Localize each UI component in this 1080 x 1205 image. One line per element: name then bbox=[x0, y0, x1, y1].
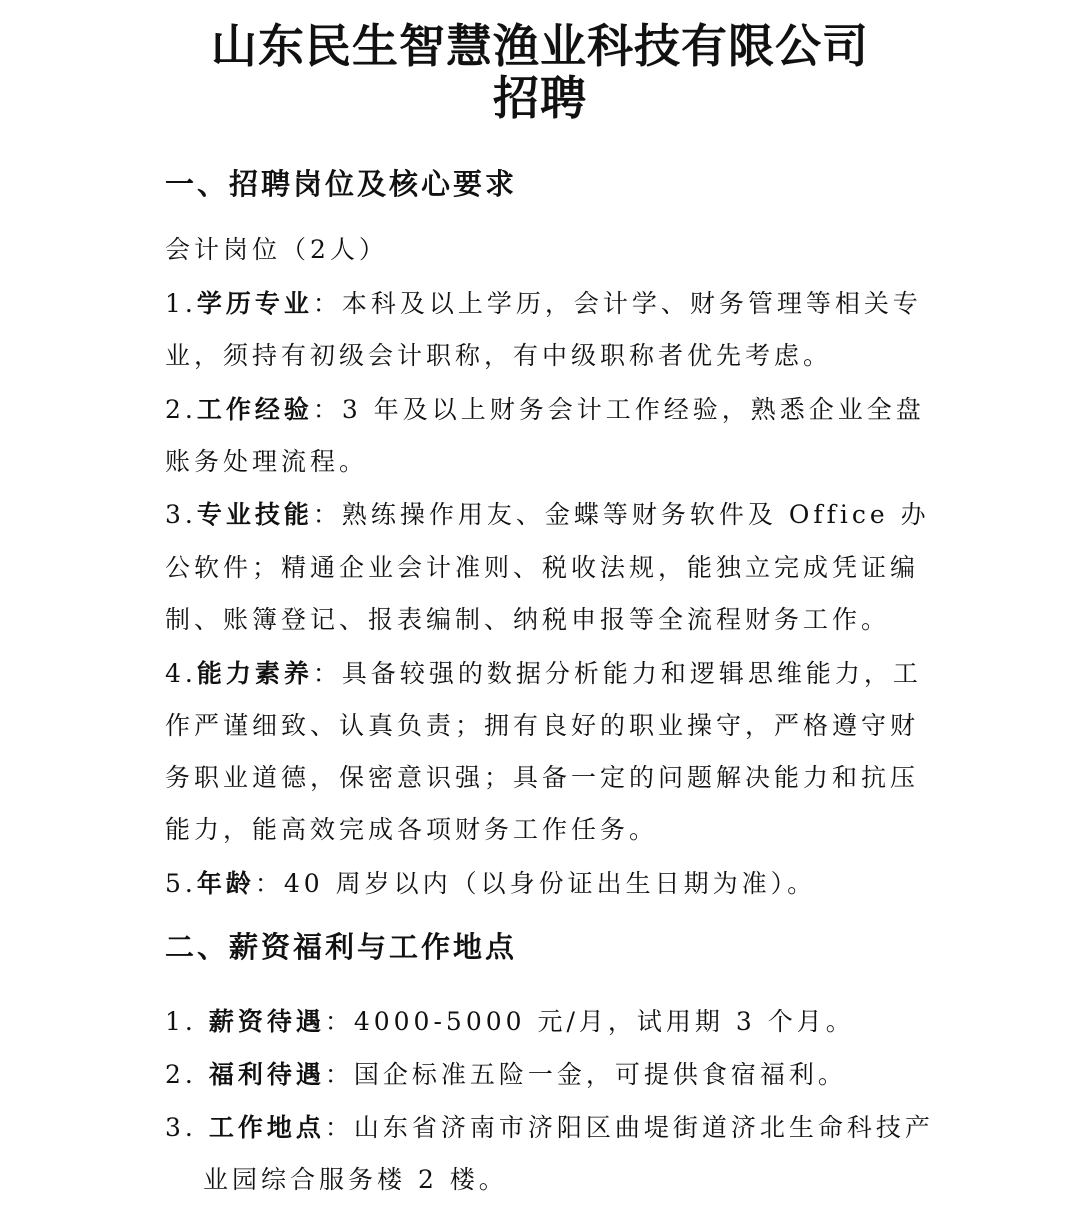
item-text: 具备较强的数据分析能力和逻辑思维能力，工 bbox=[341, 659, 922, 688]
item-number: 4. bbox=[165, 659, 197, 688]
section-heading-positions: 一、招聘岗位及核心要求 bbox=[165, 167, 518, 201]
item-label: 工作经验 bbox=[196, 395, 313, 424]
item-text-continued: 务职业道德，保密意识强；具备一定的问题解决能力和抗压 bbox=[165, 763, 920, 792]
item-number: 3. bbox=[165, 500, 197, 529]
item-label: 福利待遇 bbox=[208, 1060, 325, 1089]
item-number: 5. bbox=[165, 869, 197, 898]
benefit-location bbox=[165, 1110, 934, 1146]
recruitment-title: 招聘 bbox=[493, 71, 587, 125]
item-colon: ： bbox=[324, 1060, 354, 1089]
item-number: 1. bbox=[165, 1007, 197, 1036]
item-text-continued: 账务处理流程。 bbox=[165, 447, 369, 476]
requirement-age bbox=[165, 866, 816, 902]
requirement-education bbox=[165, 286, 922, 322]
position-title: 会计岗位（2人） bbox=[165, 235, 388, 264]
item-text-continued: 制、账簿登记、报表编制、纳税申报等全流程财务工作。 bbox=[165, 605, 891, 634]
item-colon: ： bbox=[312, 289, 342, 318]
item-label: 年龄 bbox=[196, 869, 255, 898]
item-colon: ： bbox=[312, 395, 342, 424]
item-text-continued: 能力，能高效完成各项财务工作任务。 bbox=[165, 815, 659, 844]
item-colon: ： bbox=[324, 1113, 354, 1142]
requirement-experience bbox=[165, 392, 925, 428]
item-text: 山东省济南市济阳区曲堤街道济北生命科技产 bbox=[353, 1113, 934, 1142]
item-text-continued: 作严谨细致、认真负责；拥有良好的职业操守，严格遵守财 bbox=[165, 711, 920, 740]
item-label: 学历专业 bbox=[196, 289, 313, 318]
item-text: 国企标准五险一金，可提供食宿福利。 bbox=[353, 1060, 847, 1089]
item-text-continued: 业园综合服务楼 2 楼。 bbox=[203, 1165, 508, 1194]
item-text: 4000-5000 元/月，试用期 3 个月。 bbox=[353, 1007, 855, 1036]
item-number: 3. bbox=[165, 1113, 197, 1142]
item-label: 能力素养 bbox=[196, 659, 313, 688]
section-heading-benefits: 二、薪资福利与工作地点 bbox=[165, 930, 518, 964]
item-label: 工作地点 bbox=[208, 1113, 325, 1142]
item-number: 1. bbox=[165, 289, 197, 318]
item-text: 3 年及以上财务会计工作经验，熟悉企业全盘 bbox=[341, 395, 925, 424]
requirement-skills bbox=[165, 497, 930, 533]
item-colon: ： bbox=[254, 869, 284, 898]
item-label: 专业技能 bbox=[196, 500, 313, 529]
item-label: 薪资待遇 bbox=[208, 1007, 325, 1036]
item-text-continued: 公软件；精通企业会计准则、税收法规，能独立完成凭证编 bbox=[165, 553, 920, 582]
item-number: 2. bbox=[165, 1060, 197, 1089]
item-text: 熟练操作用友、金蝶等财务软件及 Office 办 bbox=[341, 500, 930, 529]
company-title: 山东民生智慧渔业科技有限公司 bbox=[211, 19, 869, 73]
requirement-abilities bbox=[165, 656, 922, 692]
benefit-welfare bbox=[165, 1057, 847, 1093]
item-colon: ： bbox=[324, 1007, 354, 1036]
item-colon: ： bbox=[312, 659, 342, 688]
benefit-salary bbox=[165, 1004, 855, 1040]
item-text: 40 周岁以内（以身份证出生日期为准）。 bbox=[283, 869, 817, 898]
item-colon: ： bbox=[312, 500, 342, 529]
item-text-continued: 业，须持有初级会计职称，有中级职称者优先考虑。 bbox=[165, 341, 833, 370]
item-number: 2. bbox=[165, 395, 197, 424]
item-text: 本科及以上学历，会计学、财务管理等相关专 bbox=[341, 289, 922, 318]
